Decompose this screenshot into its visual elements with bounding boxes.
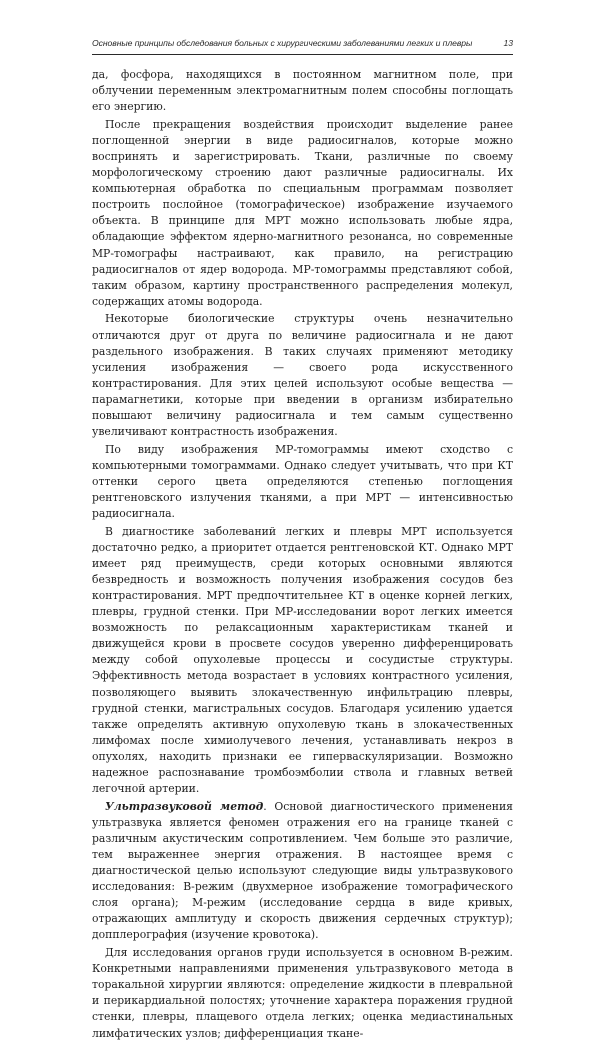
paragraph-mri-diagnostics: В диагностике заболеваний легких и плевры МРТ используется достаточно редко, а приоритет отдается рентгеновской КТ. Однако МРТ имеет ряд преимуществ, среди которых основными являются безвредность и возможность получения изображения сосудов без контрастирования. МРТ предпочтительнее КТ в оценке корней легких, плевры, грудной стенки. При МР-исследовании ворот легких имеется возможность по релаксационным характеристикам тканей и движущейся крови в просвете сосудов уверенно дифференцировать между собой опухолевые процессы и сосудистые структуры. Эффективность метода возрастает в условиях контрастного усиления, позволяющего выявить злокачественную инфильтрацию плевры, грудной стенки, магистральных сосудов. Благодаря усилению удается также определять активную опухолевую ткань в злокачественных лимфомах после химиолучевого лечения, устанавливать некроз в опухолях, находить признаки ее гиперваскуляризации. Возможно надежное распознавание тромбоэмболии ствола и главных ветвей легочной артерии. xyxy=(92,524,513,796)
paragraph-continued: да, фосфора, находящихся в постоянном магнитном поле, при облучении переменным электромагнитным полем способны поглощать его энергию. xyxy=(92,68,513,114)
page-number: 13 xyxy=(503,38,513,48)
paragraph-mr-vs-ct: По виду изображения МР-томограммы имеют сходство с компьютерными томограммами. Однако следует учитывать, что при КТ оттенки серого цвета определяются степенью поглощения рентгеновского излучения тканями, а при МРТ — интенсивностью радиосигнала. xyxy=(92,442,513,521)
paragraph-radiosignals: После прекращения воздействия происходит выделение ранее поглощенной энергии в виде радиосигналов, которые можно воспринять и зарегистрировать. Ткани, различные по своему морфологическому строению дают различные радиосигналы. Их компьютерная обработка по специальным программам позволяет построить послойное (томографическое) изображение изучаемого объекта. В принципе для МРТ можно использовать любые ядра, обладающие эффектом ядерно-магнитного резонанса, но современные МР-томографы настраивают, как правило, на регистрацию радиосигналов от ядер водорода. МР-томограммы представляют собой, таким образом, картину пространственного распределения молекул, содержащих атомы водорода. xyxy=(92,117,513,308)
paragraph-b-mode: Для исследования органов груди используется в основном В-режим. Конкретными направлениями применения ультразвукового метода в торакальной хирургии являются: определение жидкости в плевральной и перикардиальной полостях; уточнение характера поражения грудной стенки, плевры, плащевого отдела легких; оценка медиастинальных лимфатических узлов; дифференциация ткане- xyxy=(92,946,513,1040)
run-in-text: . Основой диагностического применения ультразвука является феномен отражения его на границе тканей с различным акустическим сопротивлением. Чем больше это различие, тем выраженнее энергия отражения. В настоящее время с диагностической целью используют следующие виды ультразвукового исследования: В-режим (двухмерное изображение томографического слоя органа); М-режим (исследование сердца в виде кривых, отражающих амплитуду и скорость движения сердечных структур); допплерография (изучение кровотока). xyxy=(92,799,513,942)
paragraph-ultrasound xyxy=(92,799,513,944)
body-text xyxy=(92,67,513,1043)
paragraph-contrast-enhancement: Некоторые биологические структуры очень незначительно отличаются друг от друга по величине радиосигнала и не дают раздельного изображения. В таких случаях применяют методику усиления изображения — своего рода искусственного контрастирования. Для этих целей используют особые вещества — парамагнетики, которые при введении в организм избирательно повышают величину радиосигнала и тем самым существенно увеличивают контрастность изображения. xyxy=(92,312,513,439)
running-head xyxy=(92,38,513,55)
run-in-heading: Ультразвуковой метод xyxy=(105,799,264,813)
running-title: Основные принципы обследования больных с хирургическими заболеваниями легких и плевры xyxy=(92,38,473,48)
